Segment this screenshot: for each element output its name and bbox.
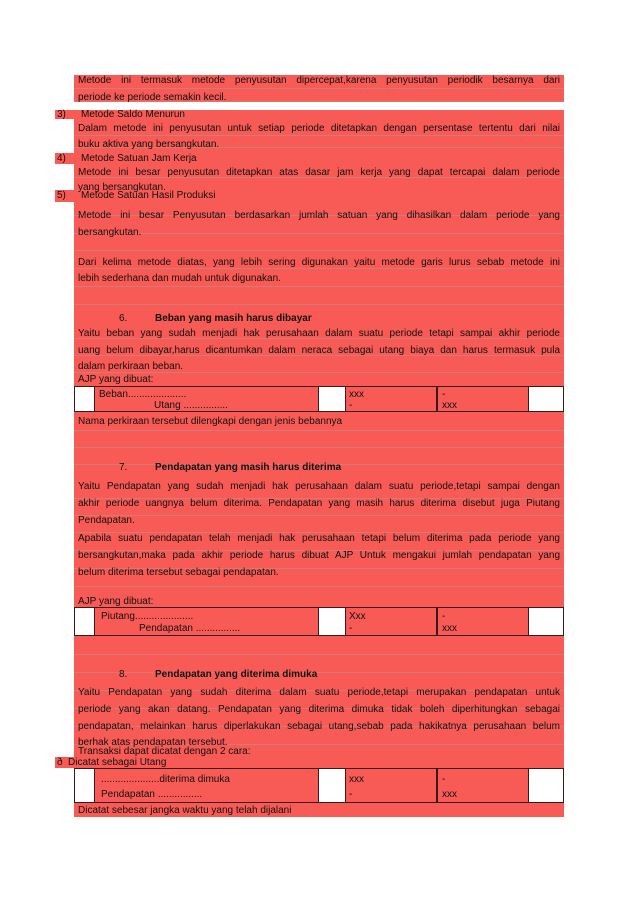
sec6-row2-debit: - [349,400,353,411]
sec7-line4: Apabila suatu pendapatan telah menjadi hak perusahaan tetapi belum diterima pada periode yang [78,533,560,544]
sec6-note: Nama perkiraan tersebut dilengkapi dengan jenis bebannya [78,416,343,427]
m3-number: 3) [57,109,66,120]
sec7-line2: akhir periode uangnya belum diterima. Pendapatan yang masih harus diterima disebut juga Piutang [78,498,560,509]
sec8-line3: pendapatan, melainkan harus diperlakukan sebagai utang,sebab pada hakikatnya perusahaan belum [78,721,560,732]
m5-line2: bersangkutan. [78,227,142,238]
sec6-row1-account: Beban..................... [99,389,187,400]
m4-line2: yang bersangkutan. [78,182,166,193]
sec7-row2-credit: xxx [442,623,457,634]
sec7-row1-credit: - [442,611,446,622]
sec8-note: Dicatat sebesar jangka waktu yang telah dijalani [78,805,292,816]
sec6-line2: uang belum dibayar,harus dicantumkan dalam neraca sebagai utang biaya dan harus termasuk pula [78,345,560,356]
sec8-line2: periode yang akan datang. Pendapatan yang diterima dimuka tidak boleh diperhitungkan sebagai [78,704,560,715]
sec6-row2-credit: xxx [442,400,457,411]
m3-line1: Dalam metode ini penyusutan untuk setiap periode ditetapkan dengan persentase tertentu dari nilai [78,123,560,134]
sec8-row1-account: .....................diterima dimuka [101,774,230,785]
sec6-row1-debit: xxx [349,389,364,400]
sec8-line4: berhak atas pendapatan tersebut. [78,737,228,748]
sec6-number: 6. [119,313,128,324]
sec8-bullet-text: Dicatat sebagai Utang [68,757,167,768]
m5-title: Metode Satuan Hasil Produksi [81,190,216,201]
m4-title: Metode Satuan Jam Kerja [81,153,197,164]
m5-number: 5) [57,190,66,201]
sec7-row2-account: Pendapatan ................ [139,623,241,634]
conclusion-line1: Dari kelima metode diatas, yang lebih sering digunakan yaitu metode garis lurus sebab metode ini [78,257,560,268]
sec8-row1-credit: - [442,774,446,785]
sec7-title: Pendapatan yang masih harus diterima [155,462,342,473]
m3-title: Metode Saldo Menurun [81,109,185,120]
sec6-line1: Yaitu beban yang sudah menjadi hak perusahaan dalam suatu periode tetapi sampai akhir periode [78,328,560,339]
sec8-row2-debit: - [349,789,353,800]
sec8-number: 8. [119,669,128,680]
sec7-line1: Yaitu Pendapatan yang sudah menjadi hak perusahaan dalam suatu periode,tetapi sampai dengan [78,481,560,492]
sec8-title: Pendapatan yang diterima dimuka [155,669,318,680]
metode-p1-line2: periode ke periode semakin kecil. [78,92,227,103]
sec6-ajp-label: AJP yang dibuat: [78,374,154,385]
sec8-row1-debit: xxx [349,774,364,785]
m4-line1: Metode ini besar penyusutan ditetapkan atas dasar jam kerja yang dapat tercapai dalam periode [78,167,560,178]
sec8-row2-account: Pendapatan ................ [101,789,203,800]
sec7-line6: belum diterima tersebut sebagai pendapatan. [78,567,279,578]
sec7-row1-debit: Xxx [349,611,366,622]
sec7-row1-account: Piutang..................... [101,611,194,622]
sec6-row2-account: Utang ................ [154,400,228,411]
sec7-line3: Pendapatan. [78,515,135,526]
sec7-line5: bersangkutan,maka pada akhir periode harus dibuat AJP Untuk mengakui jumlah pendapatan yang [78,550,560,561]
sec6-line3: dalam perkiraan beban. [78,361,184,372]
sec6-row1-credit: - [442,389,446,400]
m3-line2: buku aktiva yang bersangkutan. [78,139,220,150]
conclusion-line2: lebih sederhana dan mudah untuk digunakan. [78,273,281,284]
sec8-line5: Transaksi dapat dicatat dengan 2 cara: [78,746,251,757]
sec7-row2-debit: - [349,623,353,634]
m5-line1: Metode ini besar Penyusutan berdasarkan jumlah satuan yang dihasilkan dalam periode yang [78,210,560,221]
m4-number: 4) [57,153,66,164]
sec6-title: Beban yang masih harus dibayar [155,313,312,324]
sec7-ajp-label: AJP yang dibuat: [78,596,154,607]
sec7-number: 7. [119,462,128,473]
sec8-bullet-icon: ð [57,757,63,768]
sec8-line1: Yaitu Pendapatan yang sudah diterima dalam suatu periode,tetapi merupakan pendapatan untuk [78,687,560,698]
sec8-row2-credit: xxx [442,789,457,800]
metode-p1-line1: Metode ini termasuk metode penyusutan dipercepat,karena penyusutan periodik besarnya dari [78,75,560,86]
